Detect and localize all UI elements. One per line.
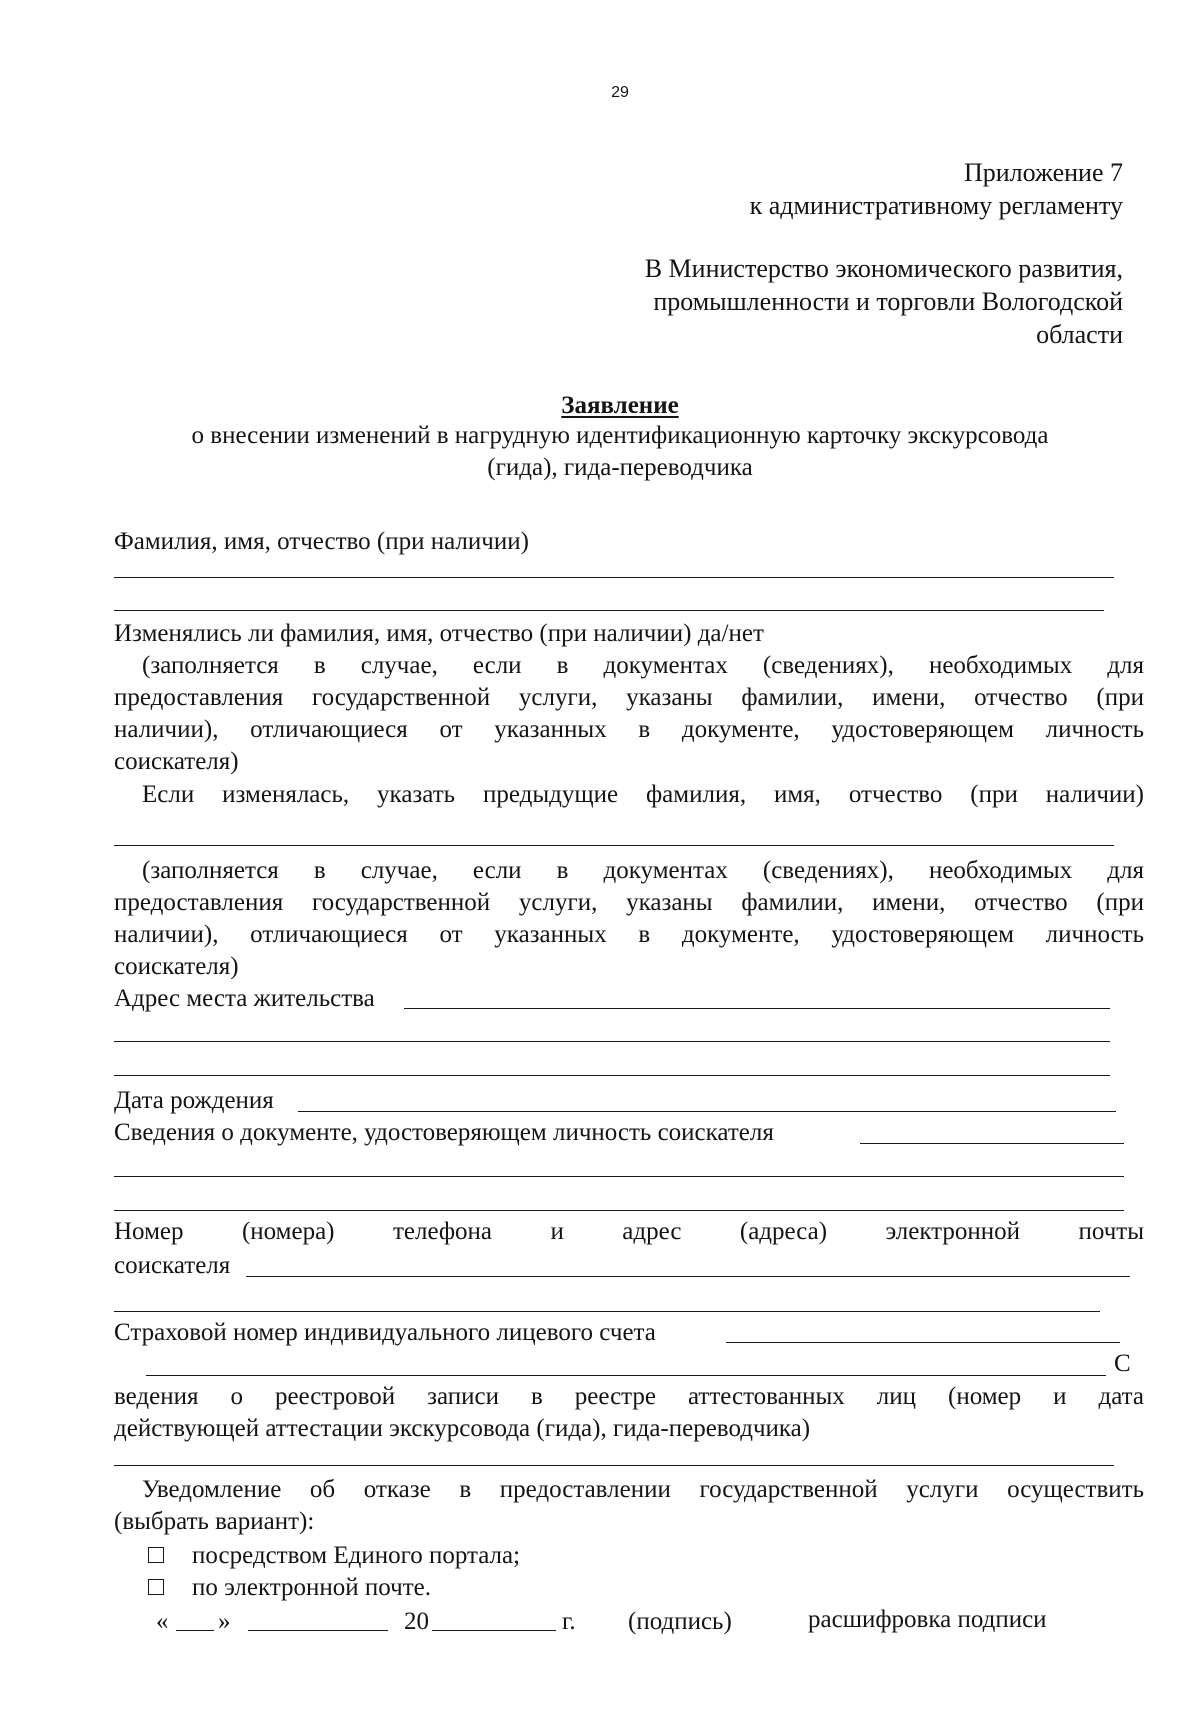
title-line-2: (гида), гида-переводчика: [487, 454, 753, 481]
addressee-block: [645, 252, 1123, 351]
fio-label: Фамилия, имя, отчество (при наличии): [114, 528, 529, 555]
signature-label: (подпись): [628, 1608, 732, 1635]
address-field-line-1[interactable]: [404, 1008, 1110, 1009]
date-year-suffix: г.: [562, 1608, 576, 1635]
snils-label: Страховой номер индивидуального лицевого счета: [114, 1319, 656, 1346]
id-document-field-line-3[interactable]: [114, 1210, 1124, 1211]
page-number: 29: [611, 84, 629, 101]
birth-date-label: Дата рождения: [114, 1087, 274, 1114]
registry-label-line-2: действующей аттестации экскурсовода (гида), гида-переводчика): [114, 1415, 811, 1442]
note-1-line-2: предоставления государственной услуги, указаны фамилии, имени, отчество (при: [114, 684, 1144, 711]
portal-checkbox[interactable]: [148, 1547, 164, 1563]
changed-label: Изменялись ли фамилия, имя, отчество (при наличии) да/нет: [114, 620, 764, 647]
option-email-label: по электронной почте.: [192, 1574, 431, 1601]
registry-field-line[interactable]: [114, 1465, 1114, 1466]
signature-decode-label: расшифровка подписи: [808, 1606, 1047, 1633]
appendix-block: [750, 156, 1123, 222]
fio-field-line-1[interactable]: [114, 577, 1114, 578]
address-field-line-2[interactable]: [114, 1041, 1110, 1042]
registry-first-letter: С: [1114, 1350, 1131, 1377]
addressee-line-1: В Министерство экономического развития,: [644, 254, 1123, 283]
id-document-field-line-1[interactable]: [860, 1143, 1124, 1144]
phone-label-line-2: соискателя: [114, 1252, 231, 1279]
date-day-field[interactable]: [176, 1630, 214, 1631]
date-month-field[interactable]: [248, 1630, 388, 1631]
note-2-line-4: соискателя): [114, 953, 239, 980]
addressee-line-3: области: [1036, 320, 1123, 349]
birth-date-field-line[interactable]: [298, 1111, 1116, 1112]
snils-field-line-1[interactable]: [726, 1342, 1120, 1343]
note-2-line-1: (заполняется в случае, если в документах (сведениях), необходимых для: [142, 857, 1144, 884]
phone-field-line-2[interactable]: [114, 1311, 1100, 1312]
notification-line-1: Уведомление об отказе в предоставлении государственной услуги осуществить: [142, 1476, 1144, 1503]
note-1-line-4: соискателя): [114, 748, 239, 775]
phone-label-line-1: Номер (номера) телефона и адрес (адреса) электронной почты: [114, 1218, 1144, 1245]
option-portal-label: посредством Единого портала;: [192, 1542, 521, 1569]
option-portal[interactable]: [148, 1540, 520, 1572]
prev-name-label: Если изменялась, указать предыдущие фамилия, имя, отчество (при наличии): [142, 781, 1144, 808]
option-email[interactable]: [148, 1572, 431, 1604]
phone-field-line-1[interactable]: [246, 1276, 1130, 1277]
note-1-line-1: (заполняется в случае, если в документах (сведениях), необходимых для: [142, 652, 1144, 679]
title-line-1: о внесении изменений в нагрудную идентификационную карточку экскурсовода: [191, 422, 1049, 449]
note-2-line-2: предоставления государственной услуги, указаны фамилии, имени, отчество (при: [114, 889, 1144, 916]
date-year-prefix: 20: [404, 1608, 429, 1635]
id-document-field-line-2[interactable]: [114, 1176, 1124, 1177]
snils-field-line-2[interactable]: [146, 1375, 1106, 1376]
date-quote-close: »: [218, 1608, 231, 1635]
fio-field-line-2[interactable]: [114, 610, 1104, 611]
date-year-field[interactable]: [432, 1630, 556, 1631]
registry-label-line-1: ведения о реестровой записи в реестре аттестованных лиц (номер и дата: [114, 1383, 1144, 1410]
document-title: Заявление: [561, 392, 679, 419]
appendix-line-1: Приложение 7: [963, 158, 1123, 187]
note-2-line-3: наличии), отличающиеся от указанных в документе, удостоверяющем личность: [114, 921, 1144, 948]
id-document-label: Сведения о документе, удостоверяющем личность соискателя: [114, 1119, 774, 1146]
address-field-line-3[interactable]: [114, 1075, 1110, 1076]
email-checkbox[interactable]: [148, 1579, 164, 1595]
date-quote-open: «: [156, 1608, 169, 1635]
appendix-line-2: к административному регламенту: [749, 191, 1123, 220]
notification-line-2: (выбрать вариант):: [114, 1508, 315, 1535]
addressee-line-2: промышленности и торговли Вологодской: [653, 287, 1123, 316]
address-label: Адрес места жительства: [114, 985, 375, 1012]
note-1-line-3: наличии), отличающиеся от указанных в документе, удостоверяющем личность: [114, 716, 1144, 743]
prev-name-field-line[interactable]: [114, 845, 1114, 846]
